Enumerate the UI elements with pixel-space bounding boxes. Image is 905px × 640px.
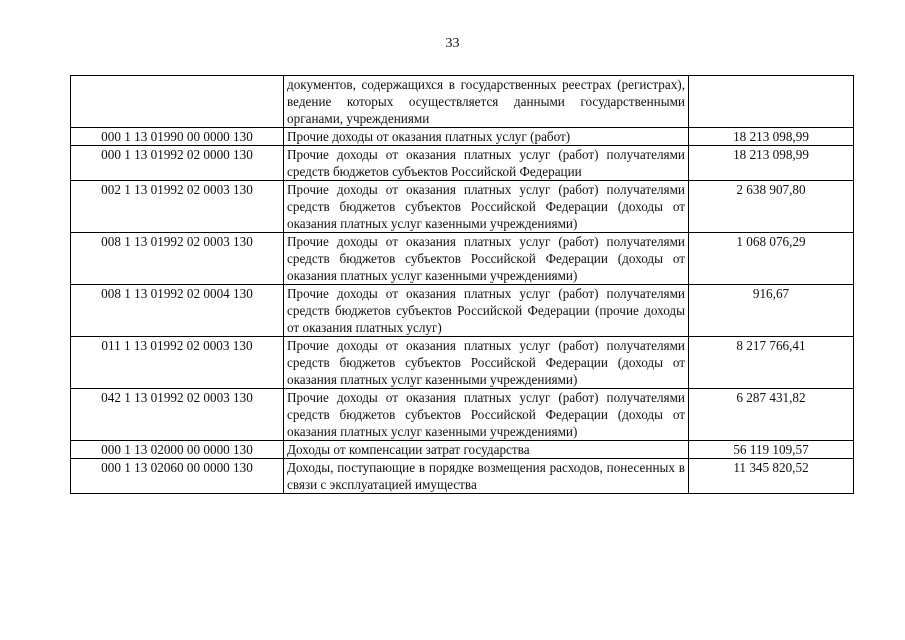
description-cell: Доходы от компенсации затрат государства: [284, 441, 689, 459]
budget-code-cell: 000 1 13 01992 02 0000 130: [71, 146, 284, 181]
table-row: [71, 441, 854, 459]
description-cell: Прочие доходы от оказания платных услуг (работ) получателями средств бюджетов субъектов Российской Федерации (доходы от оказания платных услуг казенными учреждениями): [284, 337, 689, 389]
amount-cell: 11 345 820,52: [689, 459, 854, 494]
amount-cell: 2 638 907,80: [689, 181, 854, 233]
description-cell: Прочие доходы от оказания платных услуг (работ) получателями средств бюджетов субъектов Российской Федерации: [284, 146, 689, 181]
page-number: 33: [445, 36, 460, 51]
budget-code-cell: 011 1 13 01992 02 0003 130: [71, 337, 284, 389]
description-cell: Прочие доходы от оказания платных услуг (работ) получателями средств бюджетов субъектов Российской Федерации (доходы от оказания платных услуг казенными учреждениями): [284, 181, 689, 233]
budget-code-cell: 002 1 13 01992 02 0003 130: [71, 181, 284, 233]
amount-cell: 6 287 431,82: [689, 389, 854, 441]
description-cell: Прочие доходы от оказания платных услуг (работ) получателями средств бюджетов субъектов Российской Федерации (доходы от оказания платных услуг казенными учреждениями): [284, 389, 689, 441]
description-cell: Прочие доходы от оказания платных услуг (работ) получателями средств бюджетов субъектов Российской Федерации (доходы от оказания платных услуг казенными учреждениями): [284, 233, 689, 285]
budget-code-cell: 008 1 13 01992 02 0003 130: [71, 233, 284, 285]
budget-code-cell: 000 1 13 02000 00 0000 130: [71, 441, 284, 459]
budget-code-cell: 000 1 13 01990 00 0000 130: [71, 128, 284, 146]
table-row: [71, 128, 854, 146]
amount-cell: 18 213 098,99: [689, 128, 854, 146]
table-row: [71, 337, 854, 389]
table-row: [71, 76, 854, 128]
description-cell: Прочие доходы от оказания платных услуг (работ): [284, 128, 689, 146]
budget-code-cell: 000 1 13 02060 00 0000 130: [71, 459, 284, 494]
amount-cell: 1 068 076,29: [689, 233, 854, 285]
table-row: [71, 389, 854, 441]
amount-cell: 916,67: [689, 285, 854, 337]
description-cell: документов, содержащихся в государственных реестрах (регистрах), ведение которых осуществляется данными государственными органами, учреждениями: [284, 76, 689, 128]
amount-cell: 56 119 109,57: [689, 441, 854, 459]
revenue-table: [70, 75, 854, 494]
amount-cell: 8 217 766,41: [689, 337, 854, 389]
table-row: [71, 233, 854, 285]
budget-code-cell: 042 1 13 01992 02 0003 130: [71, 389, 284, 441]
amount-cell: 18 213 098,99: [689, 146, 854, 181]
table-row: [71, 285, 854, 337]
table-row: [71, 459, 854, 494]
description-cell: Доходы, поступающие в порядке возмещения расходов, понесенных в связи с эксплуатацией имущества: [284, 459, 689, 494]
table-row: [71, 146, 854, 181]
amount-cell: [689, 76, 854, 128]
budget-code-cell: [71, 76, 284, 128]
table-row: [71, 181, 854, 233]
description-cell: Прочие доходы от оказания платных услуг (работ) получателями средств бюджетов субъектов Российской Федерации (прочие доходы от оказания платных услуг): [284, 285, 689, 337]
budget-code-cell: 008 1 13 01992 02 0004 130: [71, 285, 284, 337]
